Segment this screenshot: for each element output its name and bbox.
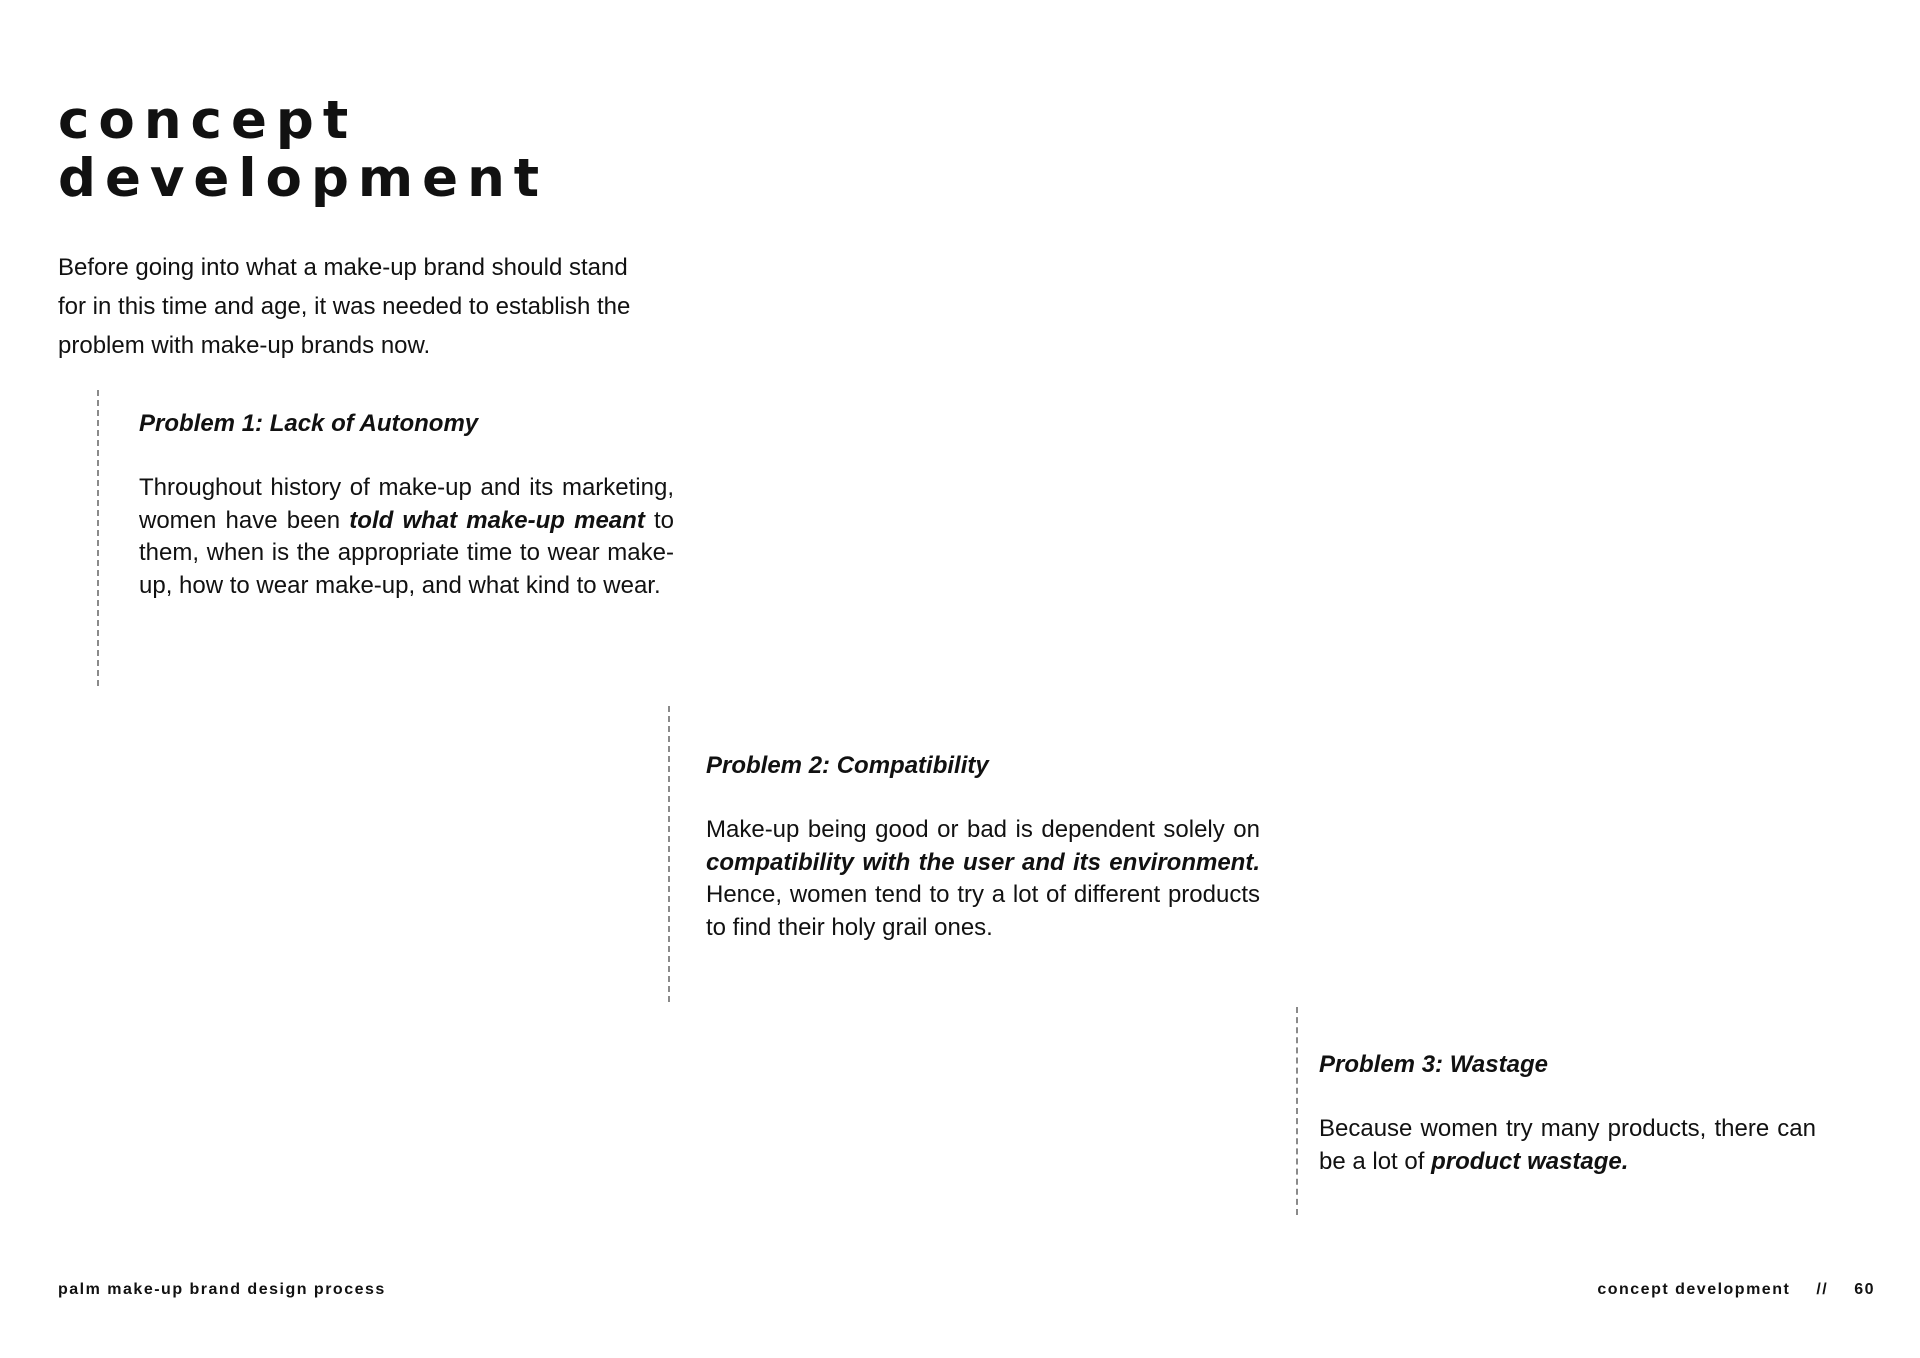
footer-section-name: concept development [1597,1281,1791,1298]
footer-separator: // [1816,1281,1829,1298]
problem-2-text: Make-up being good or bad is dependent solely on [706,816,1260,843]
intro-paragraph: Before going into what a make-up brand should stand for in this time and age, it was needed to establish the problem with make-up brands now. [58,254,631,359]
footer-document-title: palm make-up brand design process [58,1281,386,1298]
problem-2-emphasis: compatibility with the user and its environment. [706,848,1260,876]
problem-1-body [139,472,674,602]
problem-block-2 [668,706,1268,1002]
problem-1-text-after: to them, when is the appropriate time to wear make-up, how to wear make-up, and what kind to wear. [139,506,674,599]
problem-2-text-after: Hence, women tend to try a lot of different products to find their holy grail ones. [706,881,1260,941]
problem-3-heading: Problem 3: Wastage [1319,1051,1548,1078]
footer-page-info [1597,1280,1875,1300]
page-title-line-1: concept [58,90,358,151]
problem-1-emphasis: told what make-up meant [349,506,645,534]
problem-3-text: Because women try many products, there can be a lot of [1319,1115,1816,1175]
problem-block-1 [97,390,697,686]
problem-2-heading: Problem 2: Compatibility [706,752,989,779]
problem-1-text: Throughout history of make-up and its marketing, women have been [139,474,674,534]
problem-1-heading: Problem 1: Lack of Autonomy [139,410,479,437]
problem-3-body [1319,1113,1816,1178]
problem-3-content [1319,1049,1816,1178]
page-title-line-2: development [58,148,549,209]
problem-1-content [139,408,674,602]
problem-2-body [706,814,1260,944]
problem-2-content [706,750,1260,944]
problem-3-emphasis: product wastage. [1431,1147,1629,1175]
page-title [58,92,548,208]
footer-page-number: 60 [1854,1281,1875,1298]
problem-block-3 [1296,1007,1856,1215]
